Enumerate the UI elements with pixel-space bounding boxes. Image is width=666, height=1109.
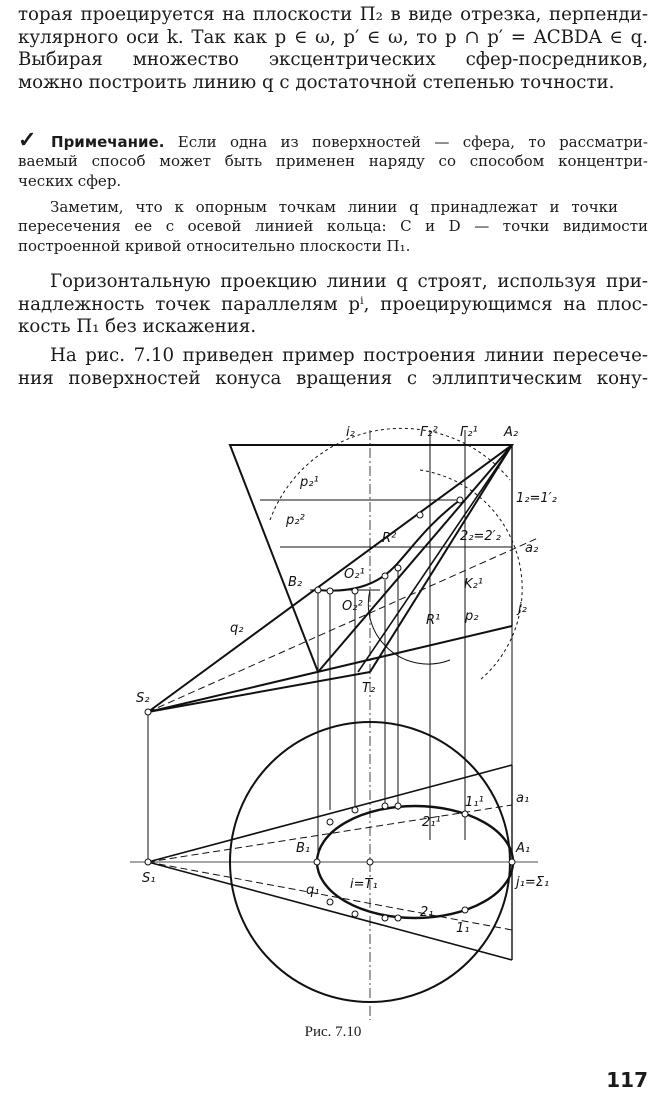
- label-l2b: 2₁: [420, 905, 434, 920]
- check-mark-icon: ✓: [18, 127, 46, 153]
- point: [382, 573, 388, 579]
- line-s2-t2: [148, 672, 370, 712]
- point: [145, 859, 151, 865]
- generatrix-a2-t2-2: [358, 445, 512, 672]
- point: [352, 911, 358, 917]
- paragraph-4: На рис. 7.10 приведен пример построения линии пересече- ния поверхностей конуса вращения с эллиптическим кону-: [18, 345, 648, 389]
- label-r2: R²: [382, 531, 397, 546]
- point: [417, 512, 423, 518]
- note-label: Примечание.: [51, 133, 165, 151]
- label-q1: q₁: [306, 883, 320, 898]
- point: [367, 859, 373, 865]
- label-j2: j₂: [518, 601, 527, 616]
- point: [327, 588, 333, 594]
- point: [145, 709, 151, 715]
- elliptic-cone-bottom-h: [148, 862, 512, 960]
- point: [457, 497, 463, 503]
- point: [395, 803, 401, 809]
- label-s2: S₂: [136, 691, 150, 706]
- label-p22: p₂²: [286, 513, 305, 528]
- label-b1: B₁: [296, 841, 311, 856]
- label-s1: S₁: [142, 871, 156, 886]
- dashed-h-2: [148, 862, 512, 930]
- cone-frontal-outline: [230, 445, 512, 672]
- label-l12: 1₂=1′₂: [516, 491, 557, 506]
- label-t2: T₂: [362, 681, 376, 696]
- point: [395, 565, 401, 571]
- axis-a2: [148, 538, 538, 712]
- point: [462, 907, 468, 913]
- point: [382, 915, 388, 921]
- point: [509, 859, 515, 865]
- label-l22: 2₂=2′₂: [460, 529, 501, 544]
- label-i2: i₂: [346, 425, 355, 440]
- point: [352, 807, 358, 813]
- label-l11: 1₁¹: [465, 795, 484, 810]
- paragraph-3: Горизонтальную проекцию линии q строят, используя при- надлежность точек параллелям pⁱ, проецирующимся на плос- кость П₁ без искажения.: [18, 271, 648, 337]
- label-l21: 2₁¹: [422, 815, 441, 830]
- label-o22: O₂²: [342, 599, 363, 614]
- label-a2-axis: a₂: [525, 541, 539, 556]
- point: [382, 803, 388, 809]
- point: [314, 859, 320, 865]
- label-a2: A₂: [504, 425, 519, 440]
- point: [352, 588, 358, 594]
- label-gamma22: Γ₂²: [420, 425, 438, 440]
- figure-7-10: [120, 410, 557, 1020]
- label-q2: q₂: [230, 621, 244, 636]
- label-p21: p₂¹: [300, 475, 319, 490]
- generatrix-a2-t2: [370, 445, 512, 672]
- label-o21: O₂¹: [344, 567, 365, 582]
- page-number: 117: [606, 1068, 648, 1092]
- label-i-t1: i=T₁: [350, 877, 378, 892]
- paragraph-2: Заметим, что к опорным точкам линии q принадлежат и точки пересечения ее с осевой линией кольца: C и D — точки видимости построенной кривой относительно плоскости П₁.: [18, 198, 648, 255]
- point: [315, 587, 321, 593]
- point: [327, 819, 333, 825]
- label-r1: R¹: [426, 613, 441, 628]
- label-p2: p₂: [465, 609, 479, 624]
- label-gamma21: Γ₂¹: [460, 425, 478, 440]
- point: [395, 915, 401, 921]
- label-b2: B₂: [288, 575, 303, 590]
- label-a1-pt: A₁: [516, 841, 531, 856]
- paragraph-1: торая проецируется на плоскости П₂ в виде отрезка, перпенди- кулярного оси k. Так как p ∈ ω, p′ ∈ ω, то p ∩ p′ = ACBDA ∈ q. Выбирая множество эксцентрических сфер-посредников, можно построить линию q с достаточной степенью точности.: [18, 4, 648, 93]
- label-j1: j₁=Σ₁: [516, 875, 550, 890]
- note-paragraph: ✓ Примечание. Если одна из поверхностей — сфера, то рассматри- ваемый способ может быть применен наряду со способом концентри- ческих сфер.: [18, 127, 648, 190]
- label-k21: K₂¹: [464, 577, 483, 592]
- point: [462, 811, 468, 817]
- figure-caption: Рис. 7.10: [304, 1024, 362, 1040]
- point: [327, 899, 333, 905]
- label-l1b: 1₁: [456, 921, 470, 936]
- label-a1: a₁: [516, 791, 530, 806]
